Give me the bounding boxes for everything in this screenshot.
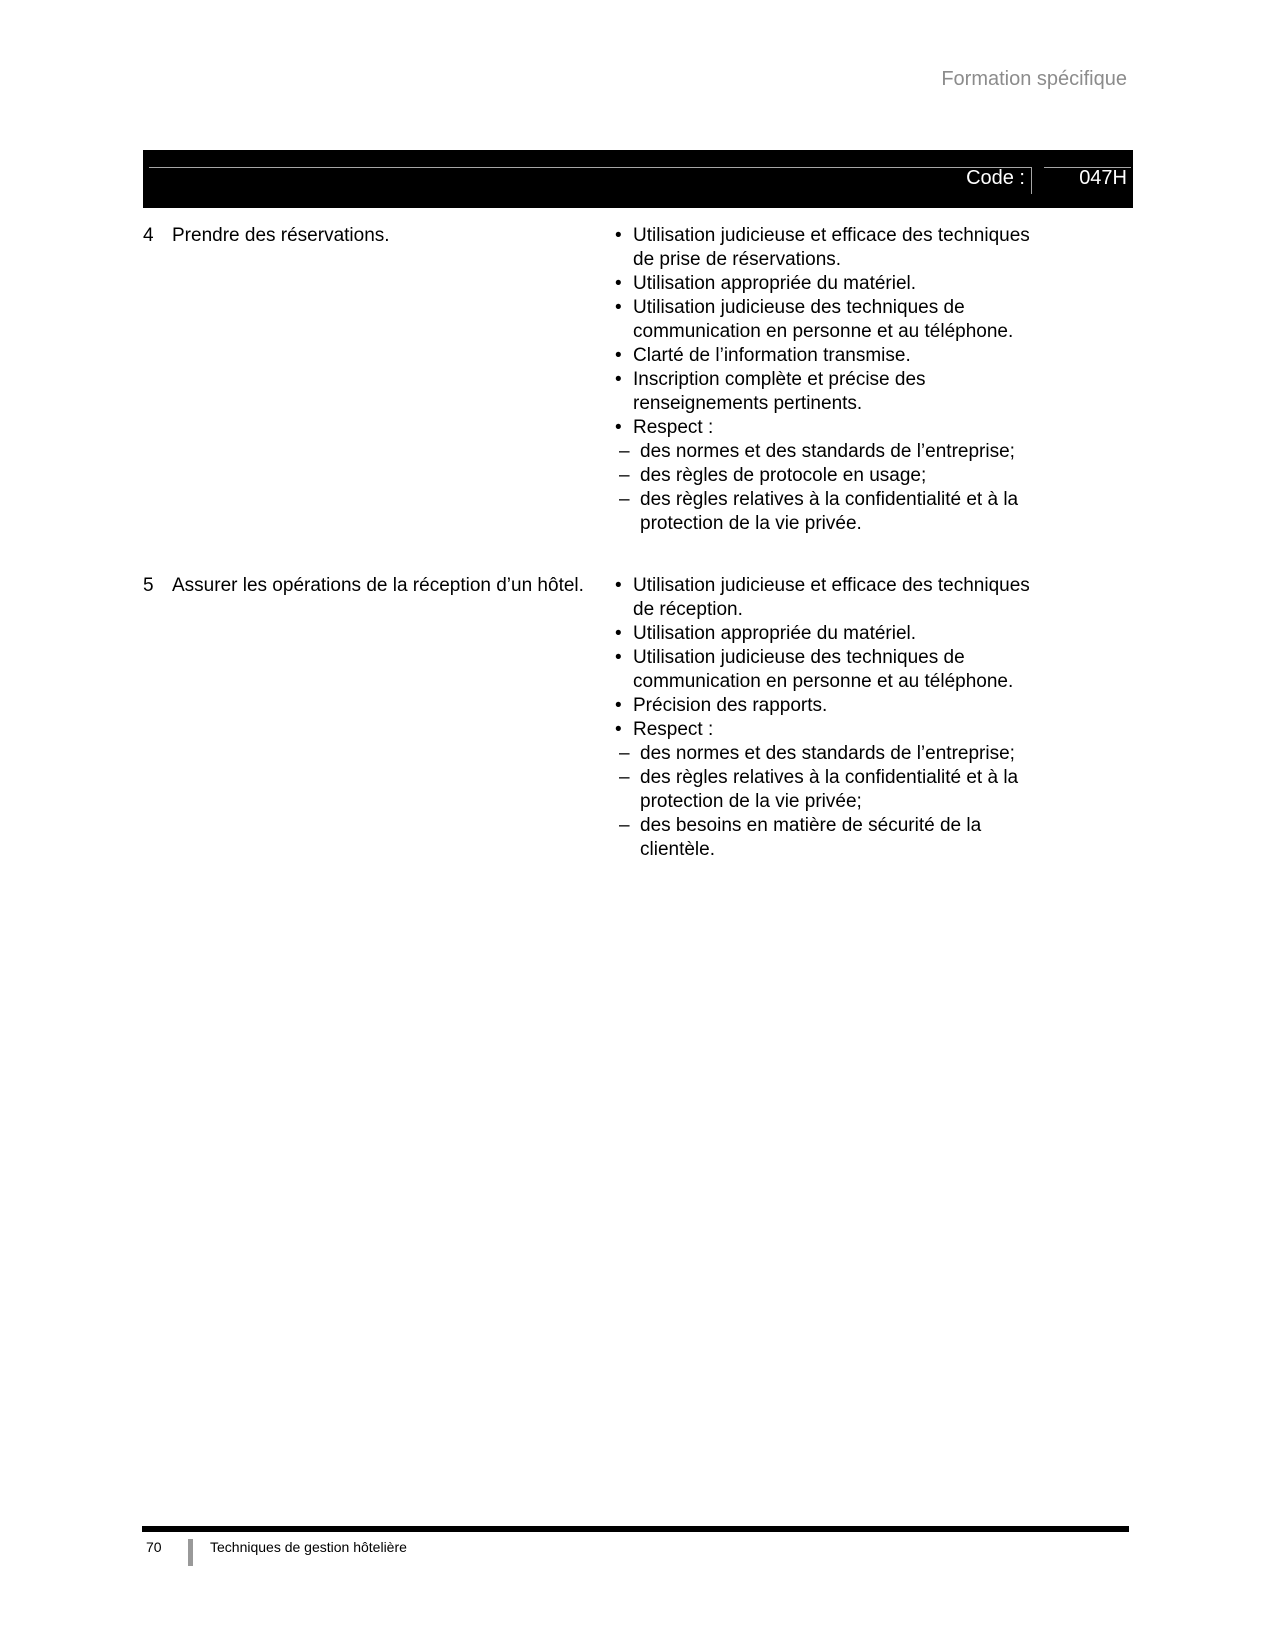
bullet-icon: • (615, 575, 622, 596)
criterion-item (615, 416, 1040, 440)
dash-icon: – (619, 767, 630, 788)
criterion-item (615, 574, 1040, 622)
criterion-item (615, 296, 1040, 344)
bullet-icon: • (615, 623, 622, 644)
course-header-bar (143, 150, 1133, 208)
criterion-item (615, 344, 1040, 368)
sub-criterion-text: des règles relatives à la confidentialité et à la protection de la vie privée; (640, 767, 1019, 812)
objective-number: 4 (143, 225, 154, 246)
sub-criterion (619, 440, 1040, 464)
criterion-text: Respect : (633, 719, 714, 740)
criterion-item (615, 694, 1040, 718)
footer-divider (188, 1539, 193, 1566)
criterion-text: Utilisation judicieuse et efficace des techniques de prise de réservations. (633, 225, 1030, 270)
code-label: Code : (966, 167, 1025, 189)
sub-criterion (619, 742, 1040, 766)
bullet-icon: • (615, 369, 622, 390)
footer-rule (142, 1526, 1129, 1532)
criterion-text: Utilisation appropriée du matériel. (633, 623, 917, 644)
dash-icon: – (619, 465, 630, 486)
code-cell-divider (1031, 167, 1032, 194)
sub-criterion-text: des normes et des standards de l’entreprise; (640, 743, 1015, 764)
sub-criterion-text: des normes et des standards de l’entreprise; (640, 441, 1015, 462)
criterion-text: Respect : (633, 417, 714, 438)
code-value: 047H (1079, 167, 1127, 189)
bullet-icon: • (615, 417, 622, 438)
criterion-text: Clarté de l’information transmise. (633, 345, 911, 366)
dash-icon: – (619, 441, 630, 462)
criterion-item (615, 368, 1040, 416)
running-head: Formation spécifique (941, 68, 1127, 90)
sub-criterion-text: des règles relatives à la confidentialité et à la protection de la vie privée. (640, 489, 1019, 534)
criterion-item (615, 622, 1040, 646)
objective-row (143, 224, 1040, 536)
criterion-text: Utilisation appropriée du matériel. (633, 273, 917, 294)
page-number: 70 (146, 1539, 162, 1555)
criterion-item (615, 224, 1040, 272)
criterion-text: Inscription complète et précise des renseignements pertinents. (633, 369, 926, 414)
dash-icon: – (619, 815, 630, 836)
bullet-icon: • (615, 695, 622, 716)
program-title: Techniques de gestion hôtelière (210, 1539, 407, 1555)
objective-number: 5 (143, 575, 154, 596)
criterion-item (615, 718, 1040, 742)
criterion-text: Précision des rapports. (633, 695, 828, 716)
sub-criterion-text: des règles de protocole en usage; (640, 465, 927, 486)
bullet-icon: • (615, 273, 622, 294)
dash-icon: – (619, 489, 630, 510)
criteria-list (615, 224, 1040, 536)
bullet-icon: • (615, 647, 622, 668)
dash-icon: – (619, 743, 630, 764)
objective-row (143, 574, 1040, 862)
criterion-text: Utilisation judicieuse des techniques de communication en personne et au téléphone. (633, 647, 1014, 692)
objective-statement: Assurer les opérations de la réception d’un hôtel. (172, 575, 584, 596)
sub-criterion-text: des besoins en matière de sécurité de la clientèle. (640, 815, 982, 860)
criterion-text: Utilisation judicieuse et efficace des techniques de réception. (633, 575, 1030, 620)
bullet-icon: • (615, 719, 622, 740)
bullet-icon: • (615, 297, 622, 318)
sub-criterion (619, 766, 1040, 814)
sub-criterion (619, 488, 1040, 536)
bullet-icon: • (615, 345, 622, 366)
sub-criterion (619, 464, 1040, 488)
sub-criterion (619, 814, 1040, 862)
criterion-item (615, 272, 1040, 296)
bullet-icon: • (615, 225, 622, 246)
objective-statement: Prendre des réservations. (172, 225, 390, 246)
criteria-list (615, 574, 1040, 862)
criterion-item (615, 646, 1040, 694)
criterion-text: Utilisation judicieuse des techniques de communication en personne et au téléphone. (633, 297, 1014, 342)
